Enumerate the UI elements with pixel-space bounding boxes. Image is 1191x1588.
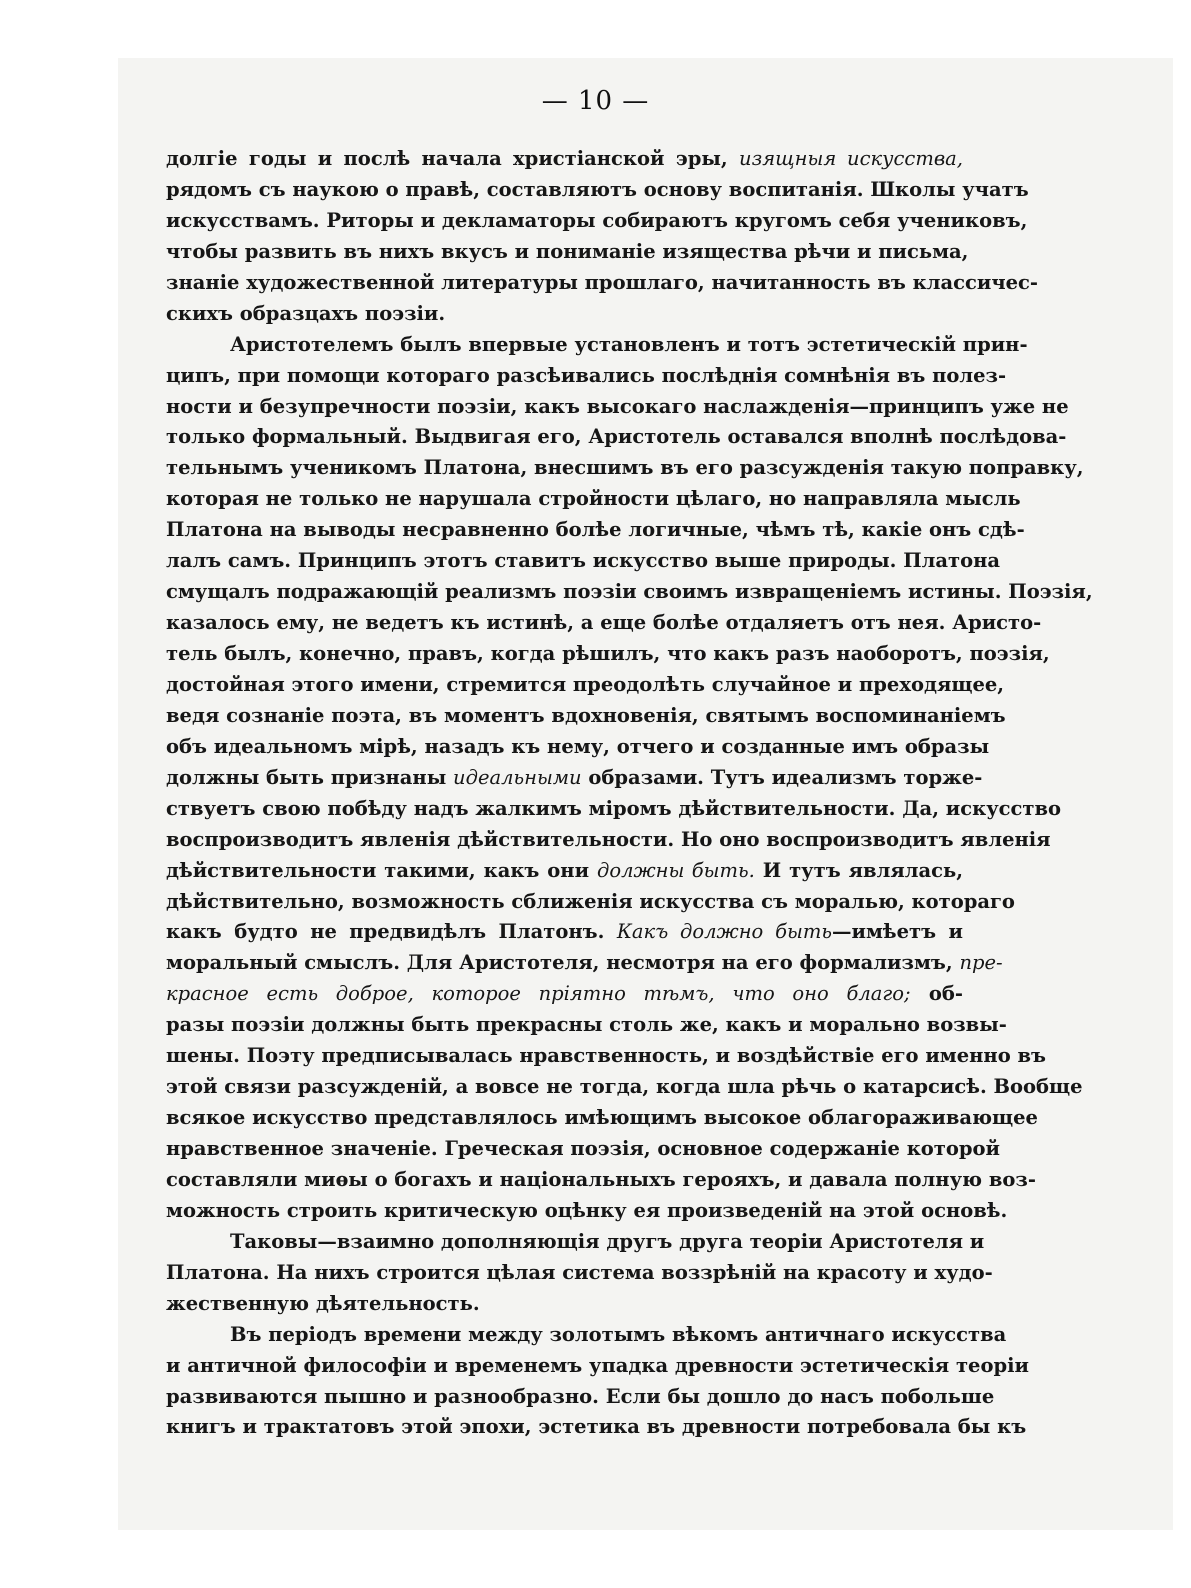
text-segment: разы поэзіи должны быть прекрасны столь же, какъ и морально возвы- — [166, 1013, 1007, 1037]
text-segment: жественную дѣятельность. — [166, 1291, 480, 1315]
text-line — [166, 917, 963, 948]
text-segment: ности и безупречности поэзіи, какъ высокаго наслажденія—принципъ уже не — [166, 394, 1069, 418]
italic-text: красное есть доброе, которое пріятно тѣмъ, что оно благо; — [166, 982, 911, 1006]
italic-text: идеальными — [453, 765, 582, 789]
text-line — [166, 422, 1067, 453]
text-segment: нравственное значеніе. Греческая поэзія, основное содержаніе которой — [166, 1137, 1000, 1160]
italic-text: должны быть. — [596, 858, 755, 882]
text-segment: скихъ образцахъ поэзіи. — [166, 301, 446, 325]
text-segment: Таковы—взаимно дополняющія другъ друга теоріи Аристотеля и — [230, 1229, 985, 1253]
text-line — [166, 330, 1028, 361]
text-line — [166, 1258, 993, 1289]
text-segment: книгъ и трактатовъ этой эпохи, эстетика въ древности потребовала бы къ — [166, 1415, 1027, 1439]
text-line — [166, 763, 983, 794]
text-line — [166, 299, 963, 330]
text-line — [166, 1041, 1047, 1072]
text-segment: рядомъ съ наукою о правѣ, составляютъ основу воспитанія. Школы учатъ — [166, 177, 1029, 201]
text-segment: должны быть признаны — [166, 765, 454, 789]
text-segment: об- — [910, 982, 963, 1006]
text-line — [166, 453, 1084, 484]
text-line — [166, 825, 1051, 856]
text-line — [166, 1196, 1008, 1227]
text-line — [166, 1320, 1007, 1351]
text-line — [166, 175, 1029, 206]
text-segment: —имѣетъ и — [832, 920, 963, 944]
text-line — [166, 237, 969, 268]
text-segment: шены. Поэту предписывалась нравственность, и воздѣйствіе его именно въ — [166, 1044, 1047, 1068]
text-segment: ципъ, при помощи котораго разсѣивались послѣднія сомнѣнія въ полез- — [166, 363, 1007, 387]
text-segment: ствуетъ свою побѣду надъ жалкимъ міромъ дѣйствительности. Да, искусство — [166, 796, 1062, 820]
text-line — [166, 1165, 1036, 1196]
text-line — [166, 1412, 1027, 1443]
text-segment: и античной философіи и временемъ упадка древности эстетическія теоріи — [166, 1353, 1029, 1377]
text-segment: чтобы развить въ нихъ вкусъ и пониманіе изящества рѣчи и письма, — [166, 239, 969, 263]
text-line — [166, 546, 1001, 577]
text-line — [166, 608, 1042, 639]
text-segment: можность строить критическую оцѣнку ея произведеній на этой основѣ. — [166, 1198, 1008, 1222]
text-segment: развиваются пышно и разнообразно. Если бы дошло до насъ побольше — [166, 1384, 995, 1408]
text-line — [166, 206, 1028, 237]
text-segment: И тутъ являлась, — [754, 858, 964, 882]
text-line — [166, 515, 1025, 546]
text-segment: знаніе художественной литературы прошлаго, начитанность въ классичес- — [166, 270, 1038, 294]
text-segment: воспроизводитъ явленія дѣйствительности. Но оно воспроизводитъ явленія — [166, 827, 1051, 851]
text-line — [166, 701, 1006, 732]
text-segment: только формальный. Выдвигая его, Аристотель оставался вполнѣ послѣдова- — [166, 425, 1067, 449]
text-line — [166, 639, 1050, 670]
text-segment: моральный смыслъ. Для Аристотеля, несмотря на его формализмъ, — [166, 951, 960, 975]
text-segment: какъ будто не предвидѣлъ Платонъ. — [166, 920, 617, 944]
text-line — [166, 1103, 1038, 1134]
text-segment: лалъ самъ. Принципъ этотъ ставитъ искусство выше природы. Платона — [166, 549, 1001, 573]
paragraph — [166, 1227, 993, 1320]
paragraph — [166, 1320, 1029, 1444]
text-line — [166, 1072, 1083, 1103]
text-segment: дѣйствительно, возможность сближенія искусства съ моралью, котораго — [166, 889, 1015, 913]
text-line — [166, 1289, 963, 1320]
text-line — [166, 948, 1003, 979]
text-segment: Въ періодъ времени между золотымъ вѣкомъ античнаго искусства — [230, 1322, 1007, 1346]
text-segment: казалось ему, не ведетъ къ истинѣ, а еще болѣе отдаляетъ отъ нея. Аристо- — [166, 611, 1042, 635]
text-segment: Платона. На нихъ строится цѣлая система воззрѣній на красоту и худо- — [166, 1260, 993, 1284]
text-line — [166, 1010, 1007, 1041]
text-segment: дѣйствительности такими, какъ они — [166, 858, 597, 882]
text-line — [166, 1382, 995, 1413]
text-line — [166, 144, 963, 175]
text-line — [166, 887, 1015, 918]
text-segment: образами. Тутъ идеализмъ торже- — [581, 765, 983, 789]
page-number: — 10 — — [541, 86, 650, 116]
text-line — [166, 484, 1021, 515]
text-segment: ведя сознаніе поэта, въ моментъ вдохновенія, святымъ воспоминаніемъ — [166, 703, 1006, 727]
text-line — [166, 732, 990, 763]
italic-text: пре- — [959, 951, 1003, 975]
text-line — [166, 856, 963, 887]
text-segment: тель былъ, конечно, правъ, когда рѣшилъ, что какъ разъ наоборотъ, поэзія, — [166, 642, 1050, 665]
text-segment: всякое искусство представлялось имѣющимъ высокое облагораживающее — [166, 1106, 1038, 1130]
text-line — [166, 794, 1062, 825]
text-line — [166, 979, 963, 1010]
text-line — [166, 1227, 985, 1258]
text-line — [166, 268, 1038, 299]
text-segment: этой связи разсужденій, а вовсе не тогда, когда шла рѣчь о катарсисѣ. Вообще — [166, 1075, 1083, 1099]
text-line — [166, 1351, 1029, 1382]
text-segment: достойная этого имени, стремится преодолѣть случайное и преходящее, — [166, 672, 1005, 696]
italic-text: Какъ должно быть — [616, 920, 833, 944]
text-line — [166, 392, 1069, 423]
text-segment: объ идеальномъ мірѣ, назадъ къ нему, отчего и созданные имъ образы — [166, 734, 990, 758]
text-line — [166, 577, 1093, 608]
text-segment: Платона на выводы несравненно болѣе логичные, чѣмъ тѣ, какіе онъ сдѣ- — [166, 518, 1025, 542]
italic-text: изящныя искусства, — [739, 147, 963, 170]
paragraph — [166, 144, 1038, 330]
text-segment: которая не только не нарушала стройности цѣлаго, но направляла мысль — [166, 487, 1021, 511]
text-segment: долгіе годы и послѣ начала христіанской эры, — [166, 147, 740, 170]
paragraph — [166, 330, 1093, 1227]
text-line — [166, 1134, 1000, 1165]
text-segment: составляли миѳы о богахъ и національныхъ герояхъ, и давала полную воз- — [166, 1167, 1036, 1191]
text-segment: Аристотелемъ былъ впервые установленъ и тотъ эстетическій прин- — [230, 332, 1028, 356]
text-segment: смущалъ подражающій реализмъ поэзіи своимъ извращеніемъ истины. Поэзія, — [166, 580, 1093, 604]
body-text — [166, 144, 1093, 1443]
text-segment: тельнымъ ученикомъ Платона, внесшимъ въ его разсужденія такую поправку, — [166, 456, 1084, 480]
text-line — [166, 361, 1007, 392]
text-line — [166, 670, 1005, 701]
text-segment: искусствамъ. Риторы и декламаторы собираютъ кругомъ себя учениковъ, — [166, 208, 1028, 232]
